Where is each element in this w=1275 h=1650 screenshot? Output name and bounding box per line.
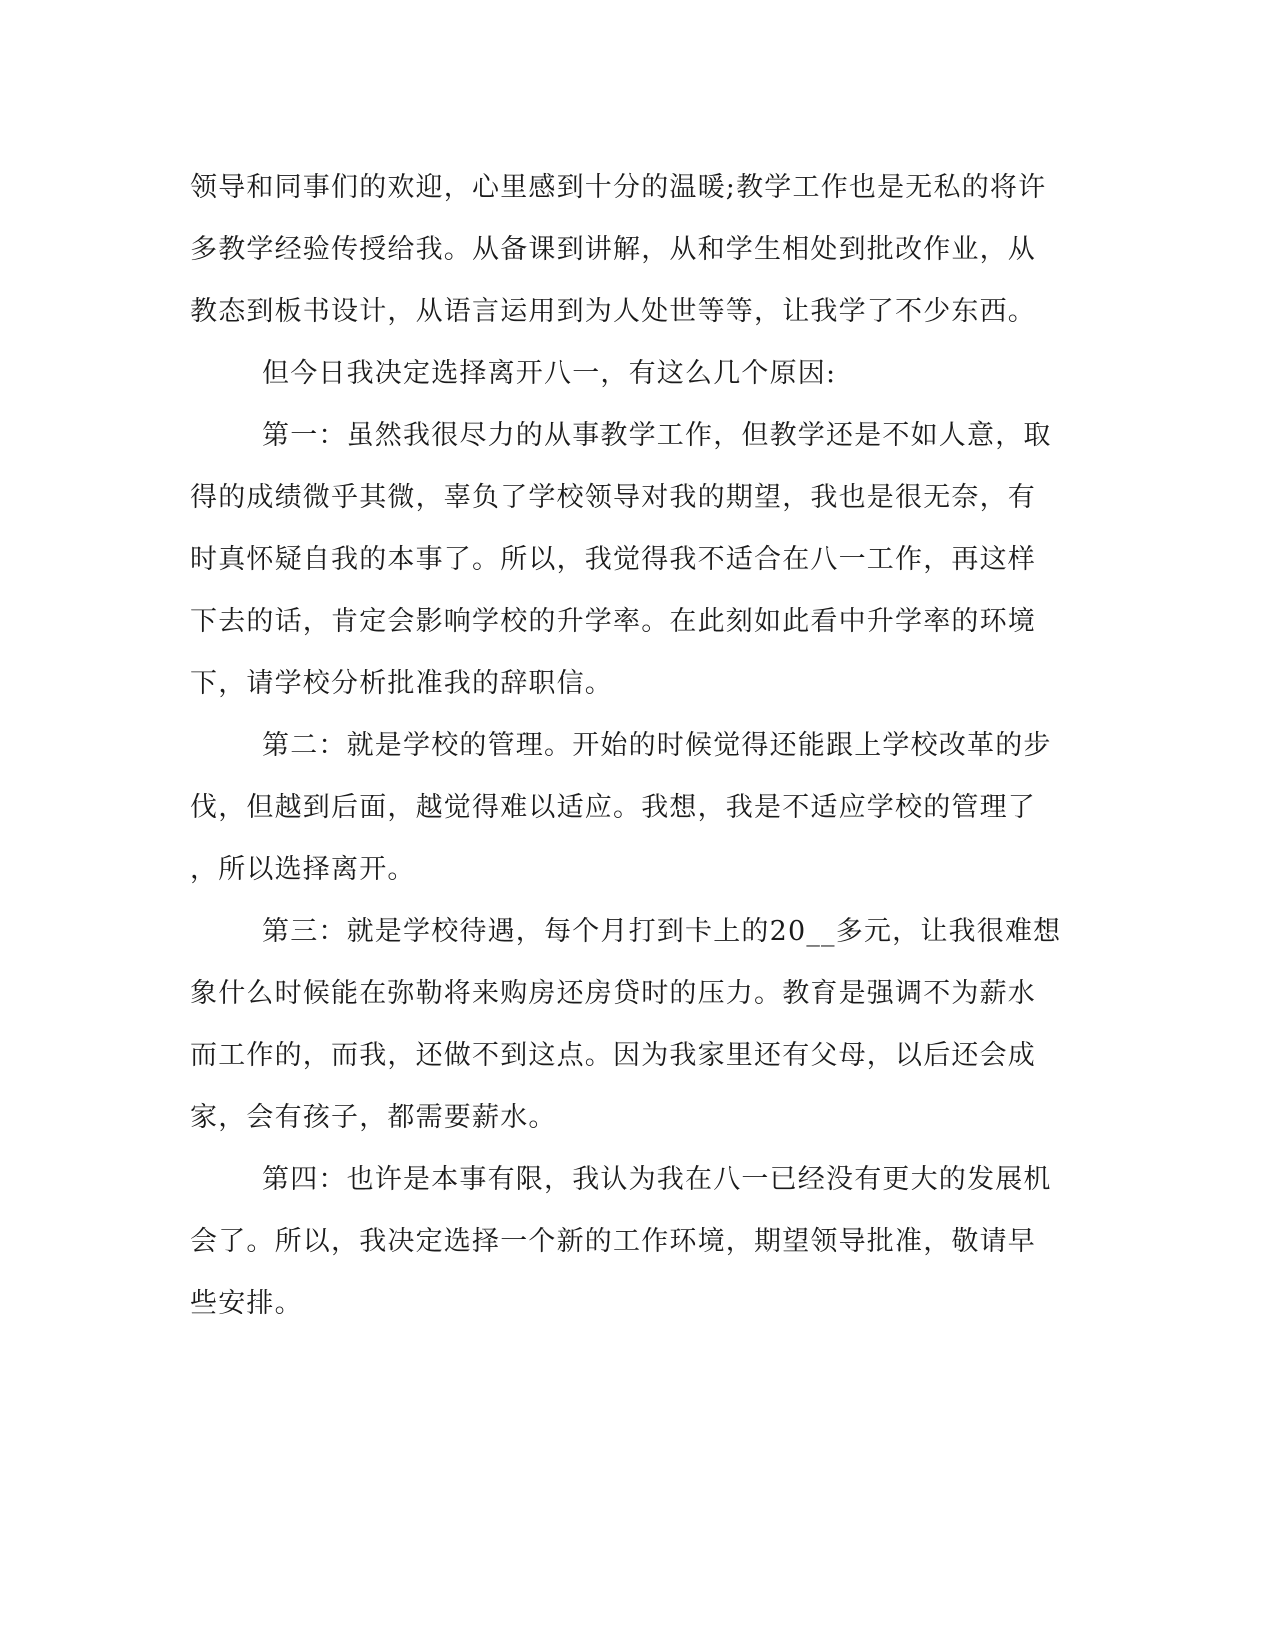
text-line-5: 第一：虽然我很尽力的从事教学工作，但教学还是不如人意，取: [262, 420, 1052, 451]
text-line-9: 下，请学校分析批准我的辞职信。: [190, 668, 613, 699]
text-line-7: 时真怀疑自我的本事了。所以，我觉得我不适合在八一工作，再这样: [190, 544, 1036, 575]
text-line-1: 领导和同事们的欢迎，心里感到十分的温暖;教学工作也是无私的将许: [190, 172, 1047, 203]
text-line-18: 会了。所以，我决定选择一个新的工作环境，期望领导批准，敬请早: [190, 1226, 1036, 1257]
letter-body: [190, 157, 1090, 1335]
text-line-11: 伐，但越到后面，越觉得难以适应。我想，我是不适应学校的管理了: [190, 792, 1036, 823]
text-line-10: 第二：就是学校的管理。开始的时候觉得还能跟上学校改革的步: [262, 730, 1052, 761]
text-line-17: 第四：也许是本事有限，我认为我在八一已经没有更大的发展机: [262, 1164, 1052, 1195]
text-line-6: 得的成绩微乎其微，辜负了学校领导对我的期望，我也是很无奈，有: [190, 482, 1036, 513]
text-line-12: ，所以选择离开。: [190, 854, 416, 885]
text-line-19: 些安排。: [190, 1288, 303, 1319]
text-line-15: 而工作的，而我，还做不到这点。因为我家里还有父母，以后还会成: [190, 1040, 1036, 1071]
text-line-3: 教态到板书设计，从语言运用到为人处世等等，让我学了不少东西。: [190, 296, 1036, 327]
text-line-8: 下去的话，肯定会影响学校的升学率。在此刻如此看中升学率的环境: [190, 606, 1036, 637]
text-line-13: 第三：就是学校待遇，每个月打到卡上的20__多元，让我很难想: [262, 916, 1062, 947]
text-line-2: 多教学经验传授给我。从备课到讲解，从和学生相处到批改作业，从: [190, 234, 1036, 265]
text-line-4: 但今日我决定选择离开八一，有这么几个原因:: [262, 358, 837, 389]
text-line-16: 家，会有孩子，都需要薪水。: [190, 1102, 557, 1133]
text-line-14: 象什么时候能在弥勒将来购房还房贷时的压力。教育是强调不为薪水: [190, 978, 1036, 1009]
